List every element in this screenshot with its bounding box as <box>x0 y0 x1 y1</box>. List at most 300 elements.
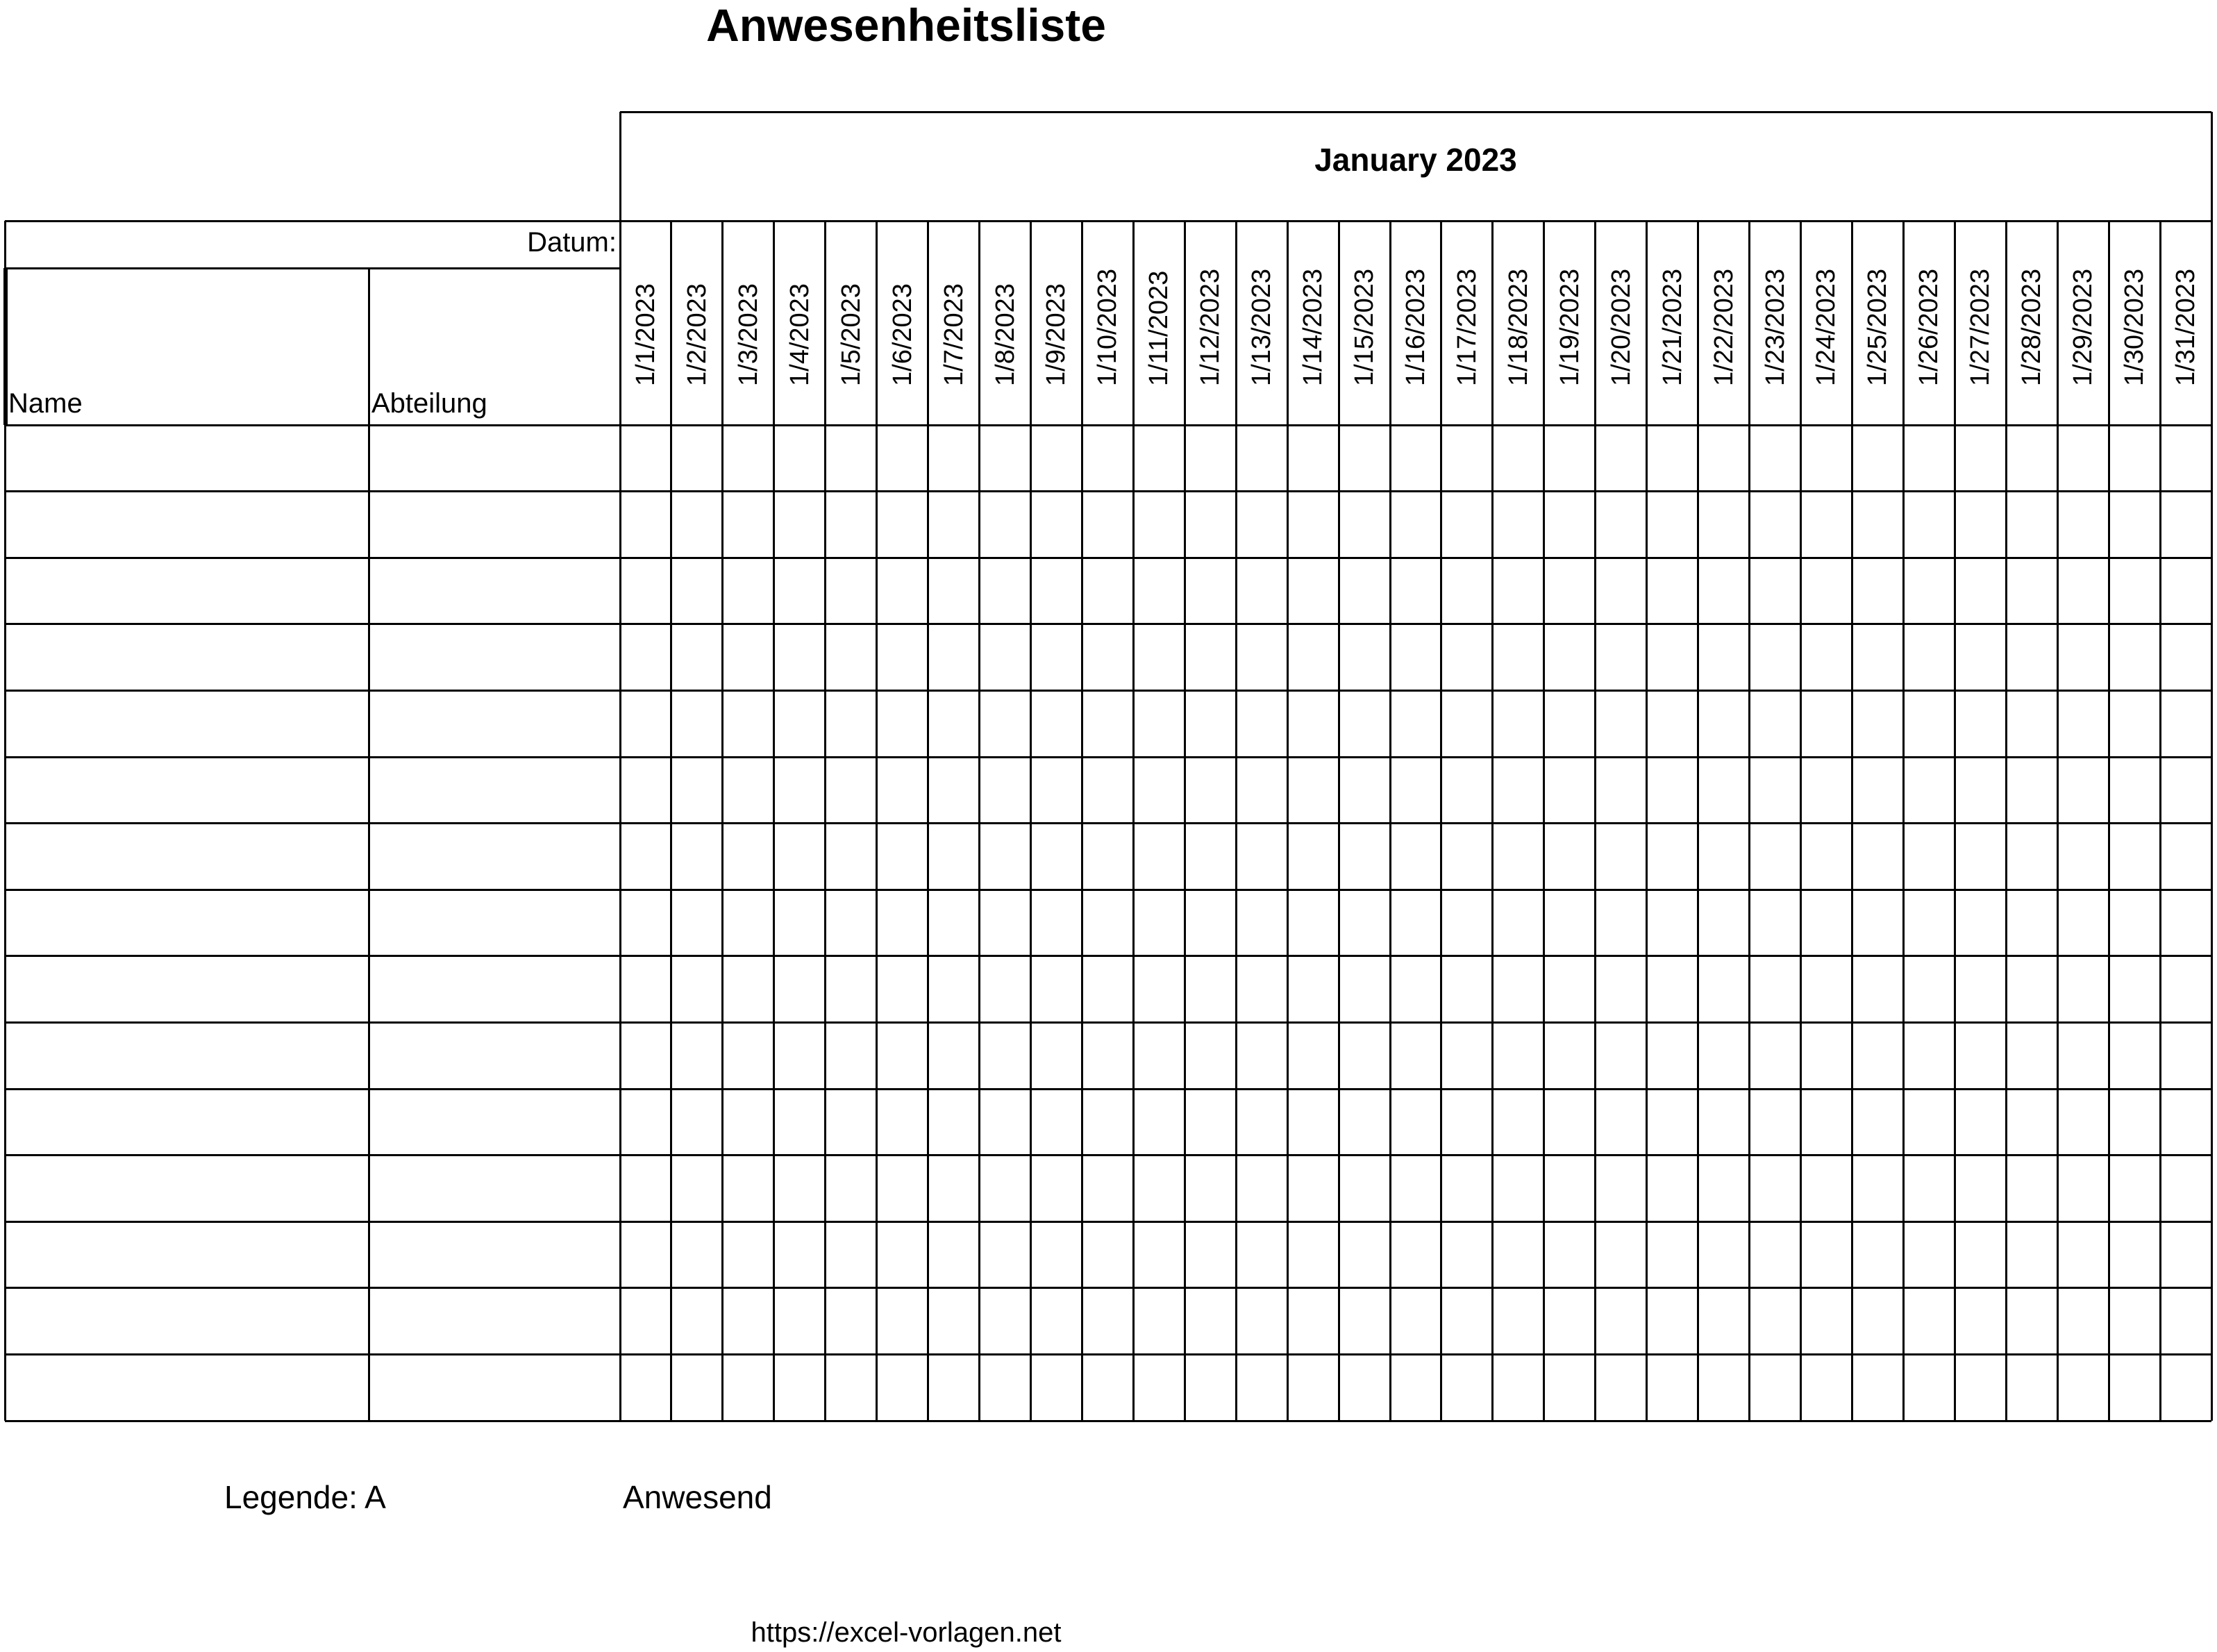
attendance-cell[interactable] <box>1030 1022 1082 1089</box>
attendance-cell[interactable] <box>1493 425 1544 492</box>
attendance-cell[interactable] <box>1185 1354 1236 1421</box>
attendance-cell[interactable] <box>1390 1155 1441 1222</box>
attendance-cell[interactable] <box>877 1089 928 1155</box>
attendance-cell[interactable] <box>1596 492 1647 558</box>
attendance-cell[interactable] <box>1185 1089 1236 1155</box>
attendance-cell[interactable] <box>1287 690 1339 757</box>
attendance-cell[interactable] <box>1801 1155 1852 1222</box>
attendance-cell[interactable] <box>1544 1155 1596 1222</box>
attendance-cell[interactable] <box>1133 1221 1185 1288</box>
attendance-cell[interactable] <box>1030 624 1082 691</box>
attendance-cell[interactable] <box>1236 1022 1287 1089</box>
attendance-cell[interactable] <box>2109 425 2160 492</box>
attendance-cell[interactable] <box>671 1089 723 1155</box>
attendance-cell[interactable] <box>928 1354 980 1421</box>
attendance-cell[interactable] <box>1852 824 1903 890</box>
attendance-cell[interactable] <box>671 1354 723 1421</box>
attendance-cell[interactable] <box>928 890 980 956</box>
attendance-cell[interactable] <box>2160 1288 2211 1355</box>
attendance-cell[interactable] <box>2109 824 2160 890</box>
attendance-cell[interactable] <box>1082 624 1133 691</box>
attendance-cell[interactable] <box>620 1022 671 1089</box>
attendance-cell[interactable] <box>620 1354 671 1421</box>
attendance-cell[interactable] <box>928 492 980 558</box>
attendance-cell[interactable] <box>1903 824 1955 890</box>
attendance-cell[interactable] <box>1647 1221 1698 1288</box>
attendance-cell[interactable] <box>877 1288 928 1355</box>
attendance-cell[interactable] <box>1030 492 1082 558</box>
attendance-cell[interactable] <box>1082 1155 1133 1222</box>
name-cell[interactable] <box>5 1022 373 1089</box>
attendance-cell[interactable] <box>1133 1089 1185 1155</box>
attendance-cell[interactable] <box>1801 558 1852 624</box>
attendance-cell[interactable] <box>877 890 928 956</box>
attendance-cell[interactable] <box>1133 690 1185 757</box>
attendance-cell[interactable] <box>1441 1089 1493 1155</box>
attendance-cell[interactable] <box>928 1221 980 1288</box>
attendance-cell[interactable] <box>671 690 723 757</box>
attendance-cell[interactable] <box>1082 890 1133 956</box>
attendance-cell[interactable] <box>1647 425 1698 492</box>
attendance-cell[interactable] <box>1390 1022 1441 1089</box>
attendance-cell[interactable] <box>1339 890 1390 956</box>
attendance-cell[interactable] <box>1955 824 2006 890</box>
attendance-cell[interactable] <box>1133 624 1185 691</box>
attendance-cell[interactable] <box>2006 956 2057 1023</box>
attendance-cell[interactable] <box>1903 690 1955 757</box>
attendance-cell[interactable] <box>1185 558 1236 624</box>
attendance-cell[interactable] <box>1287 1089 1339 1155</box>
attendance-cell[interactable] <box>1390 492 1441 558</box>
attendance-cell[interactable] <box>2006 624 2057 691</box>
attendance-cell[interactable] <box>1544 1354 1596 1421</box>
department-cell[interactable] <box>369 1221 624 1288</box>
attendance-cell[interactable] <box>774 1155 826 1222</box>
attendance-cell[interactable] <box>723 1089 774 1155</box>
attendance-cell[interactable] <box>2006 425 2057 492</box>
attendance-cell[interactable] <box>1801 624 1852 691</box>
attendance-cell[interactable] <box>1339 956 1390 1023</box>
attendance-cell[interactable] <box>2057 690 2109 757</box>
attendance-cell[interactable] <box>1287 1354 1339 1421</box>
attendance-cell[interactable] <box>774 558 826 624</box>
attendance-cell[interactable] <box>1647 1155 1698 1222</box>
attendance-cell[interactable] <box>1390 824 1441 890</box>
attendance-cell[interactable] <box>1287 1155 1339 1222</box>
attendance-cell[interactable] <box>774 492 826 558</box>
name-cell[interactable] <box>5 690 373 757</box>
attendance-cell[interactable] <box>1544 824 1596 890</box>
attendance-cell[interactable] <box>2109 1288 2160 1355</box>
attendance-cell[interactable] <box>1339 425 1390 492</box>
attendance-cell[interactable] <box>1339 492 1390 558</box>
attendance-cell[interactable] <box>2160 624 2211 691</box>
attendance-cell[interactable] <box>1750 1022 1801 1089</box>
attendance-cell[interactable] <box>877 1221 928 1288</box>
attendance-cell[interactable] <box>1185 1221 1236 1288</box>
attendance-cell[interactable] <box>2057 558 2109 624</box>
attendance-cell[interactable] <box>1339 757 1390 824</box>
attendance-cell[interactable] <box>1236 492 1287 558</box>
attendance-cell[interactable] <box>671 1022 723 1089</box>
attendance-cell[interactable] <box>1441 1221 1493 1288</box>
attendance-cell[interactable] <box>1030 1354 1082 1421</box>
attendance-cell[interactable] <box>2006 558 2057 624</box>
attendance-cell[interactable] <box>1544 492 1596 558</box>
attendance-cell[interactable] <box>1903 1155 1955 1222</box>
name-cell[interactable] <box>5 890 373 956</box>
attendance-cell[interactable] <box>1236 1089 1287 1155</box>
attendance-cell[interactable] <box>1493 690 1544 757</box>
attendance-cell[interactable] <box>1955 425 2006 492</box>
attendance-cell[interactable] <box>1133 425 1185 492</box>
attendance-cell[interactable] <box>1801 757 1852 824</box>
attendance-cell[interactable] <box>1852 492 1903 558</box>
attendance-cell[interactable] <box>826 1288 877 1355</box>
attendance-cell[interactable] <box>826 1354 877 1421</box>
attendance-cell[interactable] <box>1133 890 1185 956</box>
attendance-cell[interactable] <box>1185 956 1236 1023</box>
attendance-cell[interactable] <box>1903 425 1955 492</box>
attendance-cell[interactable] <box>1390 624 1441 691</box>
attendance-cell[interactable] <box>1493 1155 1544 1222</box>
attendance-cell[interactable] <box>2006 1354 2057 1421</box>
attendance-cell[interactable] <box>1339 624 1390 691</box>
attendance-cell[interactable] <box>1339 1155 1390 1222</box>
attendance-cell[interactable] <box>1544 956 1596 1023</box>
attendance-cell[interactable] <box>1287 890 1339 956</box>
attendance-cell[interactable] <box>1236 890 1287 956</box>
attendance-cell[interactable] <box>1133 1022 1185 1089</box>
attendance-cell[interactable] <box>2006 1221 2057 1288</box>
attendance-cell[interactable] <box>1544 757 1596 824</box>
attendance-cell[interactable] <box>1441 558 1493 624</box>
department-cell[interactable] <box>369 690 624 757</box>
attendance-cell[interactable] <box>1852 757 1903 824</box>
attendance-cell[interactable] <box>1698 1221 1750 1288</box>
attendance-cell[interactable] <box>1801 824 1852 890</box>
attendance-cell[interactable] <box>1390 890 1441 956</box>
name-cell[interactable] <box>5 624 373 691</box>
attendance-cell[interactable] <box>826 1022 877 1089</box>
attendance-cell[interactable] <box>980 956 1031 1023</box>
attendance-cell[interactable] <box>1390 1221 1441 1288</box>
department-cell[interactable] <box>369 1022 624 1089</box>
attendance-cell[interactable] <box>1955 1288 2006 1355</box>
name-cell[interactable] <box>5 1221 373 1288</box>
attendance-cell[interactable] <box>2057 1221 2109 1288</box>
name-cell[interactable] <box>5 1089 373 1155</box>
attendance-cell[interactable] <box>774 425 826 492</box>
attendance-cell[interactable] <box>928 1155 980 1222</box>
attendance-cell[interactable] <box>1647 492 1698 558</box>
attendance-cell[interactable] <box>1596 425 1647 492</box>
attendance-cell[interactable] <box>1493 1354 1544 1421</box>
attendance-cell[interactable] <box>1133 1155 1185 1222</box>
attendance-cell[interactable] <box>1236 1354 1287 1421</box>
attendance-cell[interactable] <box>2160 890 2211 956</box>
attendance-cell[interactable] <box>1903 624 1955 691</box>
attendance-cell[interactable] <box>877 824 928 890</box>
attendance-cell[interactable] <box>2109 890 2160 956</box>
attendance-cell[interactable] <box>980 1089 1031 1155</box>
attendance-cell[interactable] <box>1082 558 1133 624</box>
attendance-cell[interactable] <box>620 1221 671 1288</box>
attendance-cell[interactable] <box>1903 757 1955 824</box>
attendance-cell[interactable] <box>671 492 723 558</box>
attendance-cell[interactable] <box>1801 890 1852 956</box>
attendance-cell[interactable] <box>1698 425 1750 492</box>
attendance-cell[interactable] <box>723 1354 774 1421</box>
attendance-cell[interactable] <box>1185 425 1236 492</box>
attendance-cell[interactable] <box>1852 956 1903 1023</box>
attendance-cell[interactable] <box>1903 1288 1955 1355</box>
attendance-cell[interactable] <box>1544 624 1596 691</box>
attendance-cell[interactable] <box>1133 492 1185 558</box>
attendance-cell[interactable] <box>1493 824 1544 890</box>
attendance-cell[interactable] <box>1903 1022 1955 1089</box>
attendance-cell[interactable] <box>1236 956 1287 1023</box>
attendance-cell[interactable] <box>826 956 877 1023</box>
attendance-cell[interactable] <box>774 624 826 691</box>
attendance-cell[interactable] <box>1082 1221 1133 1288</box>
attendance-cell[interactable] <box>774 890 826 956</box>
attendance-cell[interactable] <box>826 690 877 757</box>
attendance-cell[interactable] <box>1287 425 1339 492</box>
attendance-cell[interactable] <box>2109 1155 2160 1222</box>
attendance-cell[interactable] <box>1955 1354 2006 1421</box>
attendance-cell[interactable] <box>671 956 723 1023</box>
attendance-cell[interactable] <box>1750 1221 1801 1288</box>
attendance-cell[interactable] <box>2057 890 2109 956</box>
attendance-cell[interactable] <box>1596 890 1647 956</box>
attendance-cell[interactable] <box>1544 1221 1596 1288</box>
attendance-cell[interactable] <box>1493 1089 1544 1155</box>
attendance-cell[interactable] <box>620 492 671 558</box>
attendance-cell[interactable] <box>1596 1288 1647 1355</box>
attendance-cell[interactable] <box>723 956 774 1023</box>
attendance-cell[interactable] <box>1441 1155 1493 1222</box>
attendance-cell[interactable] <box>1801 425 1852 492</box>
attendance-cell[interactable] <box>1493 492 1544 558</box>
department-cell[interactable] <box>369 757 624 824</box>
attendance-cell[interactable] <box>2160 1221 2211 1288</box>
attendance-cell[interactable] <box>1750 1354 1801 1421</box>
attendance-cell[interactable] <box>1698 890 1750 956</box>
department-cell[interactable] <box>369 1288 624 1355</box>
attendance-cell[interactable] <box>826 890 877 956</box>
attendance-cell[interactable] <box>1390 690 1441 757</box>
attendance-cell[interactable] <box>1801 492 1852 558</box>
attendance-cell[interactable] <box>2057 492 2109 558</box>
attendance-cell[interactable] <box>723 1221 774 1288</box>
attendance-cell[interactable] <box>774 1089 826 1155</box>
attendance-cell[interactable] <box>1287 492 1339 558</box>
attendance-cell[interactable] <box>826 1155 877 1222</box>
attendance-cell[interactable] <box>1544 558 1596 624</box>
attendance-cell[interactable] <box>1698 1288 1750 1355</box>
attendance-cell[interactable] <box>2160 757 2211 824</box>
attendance-cell[interactable] <box>1801 690 1852 757</box>
attendance-cell[interactable] <box>1801 1022 1852 1089</box>
attendance-cell[interactable] <box>671 558 723 624</box>
attendance-cell[interactable] <box>980 492 1031 558</box>
attendance-cell[interactable] <box>1441 492 1493 558</box>
attendance-cell[interactable] <box>928 757 980 824</box>
attendance-cell[interactable] <box>877 1022 928 1089</box>
attendance-cell[interactable] <box>723 1288 774 1355</box>
department-cell[interactable] <box>369 1089 624 1155</box>
attendance-cell[interactable] <box>2057 956 2109 1023</box>
attendance-cell[interactable] <box>1287 1221 1339 1288</box>
attendance-cell[interactable] <box>2160 1022 2211 1089</box>
attendance-cell[interactable] <box>1082 1354 1133 1421</box>
attendance-cell[interactable] <box>1030 1089 1082 1155</box>
attendance-cell[interactable] <box>928 956 980 1023</box>
attendance-cell[interactable] <box>2160 690 2211 757</box>
attendance-cell[interactable] <box>2006 1155 2057 1222</box>
attendance-cell[interactable] <box>723 492 774 558</box>
attendance-cell[interactable] <box>774 956 826 1023</box>
attendance-cell[interactable] <box>826 624 877 691</box>
attendance-cell[interactable] <box>980 425 1031 492</box>
attendance-cell[interactable] <box>1852 890 1903 956</box>
attendance-cell[interactable] <box>1390 1354 1441 1421</box>
attendance-cell[interactable] <box>671 890 723 956</box>
attendance-cell[interactable] <box>1082 956 1133 1023</box>
name-cell[interactable] <box>5 425 373 492</box>
attendance-cell[interactable] <box>1441 890 1493 956</box>
attendance-cell[interactable] <box>1852 1155 1903 1222</box>
attendance-cell[interactable] <box>1698 690 1750 757</box>
attendance-cell[interactable] <box>1903 1221 1955 1288</box>
attendance-cell[interactable] <box>1955 690 2006 757</box>
attendance-cell[interactable] <box>723 824 774 890</box>
attendance-cell[interactable] <box>1750 1089 1801 1155</box>
attendance-cell[interactable] <box>1647 1354 1698 1421</box>
attendance-cell[interactable] <box>980 1022 1031 1089</box>
name-cell[interactable] <box>5 824 373 890</box>
attendance-cell[interactable] <box>774 1221 826 1288</box>
attendance-cell[interactable] <box>1955 624 2006 691</box>
attendance-cell[interactable] <box>1030 690 1082 757</box>
attendance-cell[interactable] <box>1030 890 1082 956</box>
attendance-cell[interactable] <box>1236 1155 1287 1222</box>
attendance-cell[interactable] <box>1801 1354 1852 1421</box>
attendance-cell[interactable] <box>1390 956 1441 1023</box>
attendance-cell[interactable] <box>2109 558 2160 624</box>
attendance-cell[interactable] <box>1903 558 1955 624</box>
attendance-cell[interactable] <box>1544 890 1596 956</box>
attendance-cell[interactable] <box>1493 624 1544 691</box>
attendance-cell[interactable] <box>2006 1089 2057 1155</box>
attendance-cell[interactable] <box>1955 1155 2006 1222</box>
attendance-cell[interactable] <box>1903 1354 1955 1421</box>
attendance-cell[interactable] <box>671 1288 723 1355</box>
attendance-cell[interactable] <box>774 1022 826 1089</box>
attendance-cell[interactable] <box>1852 1221 1903 1288</box>
attendance-cell[interactable] <box>826 425 877 492</box>
attendance-cell[interactable] <box>1339 1354 1390 1421</box>
attendance-cell[interactable] <box>1596 558 1647 624</box>
attendance-cell[interactable] <box>1493 558 1544 624</box>
attendance-cell[interactable] <box>1236 425 1287 492</box>
attendance-cell[interactable] <box>1698 558 1750 624</box>
attendance-cell[interactable] <box>1185 890 1236 956</box>
attendance-cell[interactable] <box>1955 890 2006 956</box>
attendance-cell[interactable] <box>1236 1288 1287 1355</box>
attendance-cell[interactable] <box>1544 690 1596 757</box>
attendance-cell[interactable] <box>2109 1221 2160 1288</box>
name-cell[interactable] <box>5 1354 373 1421</box>
attendance-cell[interactable] <box>1801 1288 1852 1355</box>
attendance-cell[interactable] <box>723 690 774 757</box>
attendance-cell[interactable] <box>1596 1155 1647 1222</box>
attendance-cell[interactable] <box>877 558 928 624</box>
attendance-cell[interactable] <box>2160 558 2211 624</box>
attendance-cell[interactable] <box>1903 956 1955 1023</box>
attendance-cell[interactable] <box>620 956 671 1023</box>
attendance-cell[interactable] <box>2057 425 2109 492</box>
attendance-cell[interactable] <box>1647 1089 1698 1155</box>
attendance-cell[interactable] <box>1030 1288 1082 1355</box>
attendance-cell[interactable] <box>1185 1155 1236 1222</box>
attendance-cell[interactable] <box>1030 956 1082 1023</box>
attendance-cell[interactable] <box>1750 690 1801 757</box>
attendance-cell[interactable] <box>980 558 1031 624</box>
attendance-cell[interactable] <box>1339 1089 1390 1155</box>
attendance-cell[interactable] <box>2109 492 2160 558</box>
attendance-cell[interactable] <box>620 890 671 956</box>
attendance-cell[interactable] <box>1647 757 1698 824</box>
attendance-cell[interactable] <box>2109 1022 2160 1089</box>
attendance-cell[interactable] <box>774 757 826 824</box>
attendance-cell[interactable] <box>928 624 980 691</box>
attendance-cell[interactable] <box>2057 624 2109 691</box>
attendance-cell[interactable] <box>877 1155 928 1222</box>
attendance-cell[interactable] <box>1493 1022 1544 1089</box>
attendance-cell[interactable] <box>1390 558 1441 624</box>
attendance-cell[interactable] <box>1236 624 1287 691</box>
attendance-cell[interactable] <box>1082 492 1133 558</box>
attendance-cell[interactable] <box>1596 1354 1647 1421</box>
attendance-cell[interactable] <box>1596 690 1647 757</box>
attendance-cell[interactable] <box>2057 1089 2109 1155</box>
attendance-cell[interactable] <box>1698 956 1750 1023</box>
attendance-cell[interactable] <box>1647 890 1698 956</box>
attendance-cell[interactable] <box>1390 1089 1441 1155</box>
attendance-cell[interactable] <box>1750 425 1801 492</box>
attendance-cell[interactable] <box>1596 824 1647 890</box>
attendance-cell[interactable] <box>723 757 774 824</box>
name-cell[interactable] <box>5 757 373 824</box>
attendance-cell[interactable] <box>723 425 774 492</box>
attendance-cell[interactable] <box>1082 1022 1133 1089</box>
attendance-cell[interactable] <box>1339 690 1390 757</box>
attendance-cell[interactable] <box>1339 824 1390 890</box>
attendance-cell[interactable] <box>2109 1354 2160 1421</box>
attendance-cell[interactable] <box>1647 624 1698 691</box>
attendance-cell[interactable] <box>1441 824 1493 890</box>
attendance-cell[interactable] <box>928 1288 980 1355</box>
attendance-cell[interactable] <box>620 1288 671 1355</box>
attendance-cell[interactable] <box>1647 1288 1698 1355</box>
attendance-cell[interactable] <box>1544 1288 1596 1355</box>
attendance-cell[interactable] <box>1750 624 1801 691</box>
attendance-cell[interactable] <box>1544 425 1596 492</box>
attendance-cell[interactable] <box>1185 824 1236 890</box>
attendance-cell[interactable] <box>1750 558 1801 624</box>
